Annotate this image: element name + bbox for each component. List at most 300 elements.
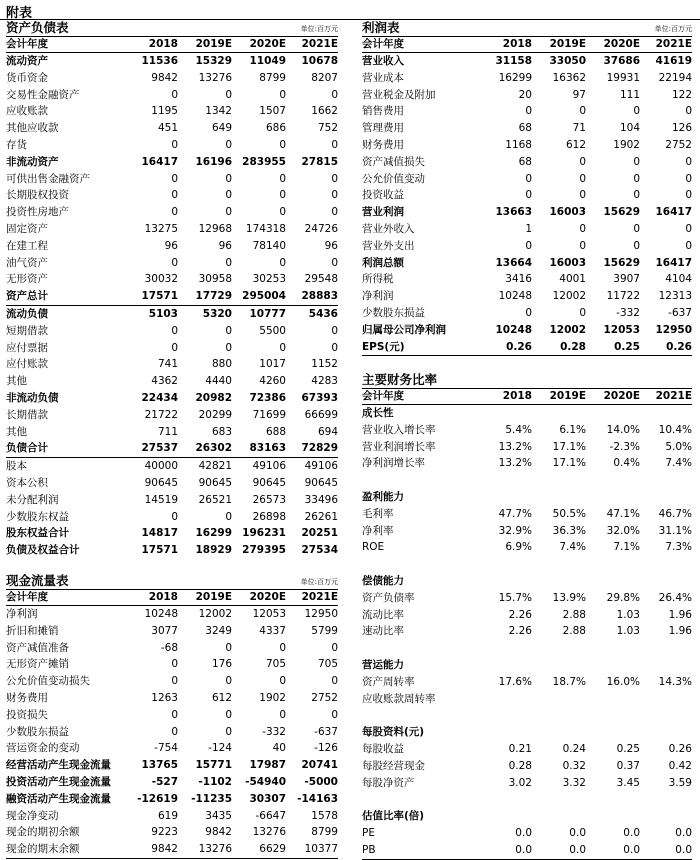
balance-sheet-cell: 28883 xyxy=(301,290,338,303)
balance-sheet-cell: 1662 xyxy=(311,105,338,118)
balance-sheet-cell: 0 xyxy=(225,138,232,151)
cash-flow-row-label: 投资损失 xyxy=(6,708,48,721)
income-statement-row xyxy=(362,238,692,255)
ratios-cell xyxy=(476,808,532,825)
ratios-cell: 0.32 xyxy=(562,759,586,772)
cash-flow-row xyxy=(6,808,338,825)
balance-sheet-row xyxy=(6,154,338,171)
cash-flow-cell: 17987 xyxy=(249,759,286,772)
income-statement-row-label: 营业成本 xyxy=(362,71,404,84)
cash-flow-cell: -6647 xyxy=(255,809,286,822)
ratios-row xyxy=(362,825,692,842)
income-statement-row-label: 少数股东损益 xyxy=(362,306,425,319)
cash-flow-cell: 0 xyxy=(279,675,286,688)
income-statement-cell: 0 xyxy=(633,105,640,118)
balance-sheet-header-year: 2019E xyxy=(195,38,232,50)
balance-sheet-cell: 30032 xyxy=(144,273,178,286)
ratios-row xyxy=(362,573,692,590)
balance-sheet-row xyxy=(6,525,338,542)
income-statement-row xyxy=(362,288,692,305)
ratios-cell: 7.4% xyxy=(665,457,692,470)
cash-flow-cell: 13765 xyxy=(141,759,178,772)
cash-flow-cell: 705 xyxy=(317,658,338,671)
balance-sheet-cell: 96 xyxy=(164,239,178,252)
balance-sheet-cell: 283955 xyxy=(242,155,286,168)
income-statement-cell: 37686 xyxy=(603,55,640,67)
cash-flow-cell: 3249 xyxy=(205,624,232,637)
balance-sheet-header-year: 2020E xyxy=(249,38,286,50)
ratios-cell: 1.03 xyxy=(616,625,640,638)
balance-sheet-header-year: 2018 xyxy=(148,38,178,50)
income-statement-cell: 15629 xyxy=(603,256,640,269)
balance-sheet-cell: 0 xyxy=(331,88,338,101)
ratios-cell xyxy=(640,489,692,506)
ratios-cell: 3.32 xyxy=(562,776,586,789)
balance-sheet-cell: 5500 xyxy=(259,324,286,337)
income-statement-cell: -637 xyxy=(668,306,692,319)
income-statement-row-label: 利润总额 xyxy=(362,256,404,269)
ratios-cell: 0.26 xyxy=(668,742,692,755)
income-statement-cell: 16003 xyxy=(549,256,586,269)
balance-sheet-cell: 0 xyxy=(331,172,338,185)
ratios-header-label: 会计年度 xyxy=(362,390,404,402)
income-statement-row xyxy=(362,70,692,87)
ratios-cell: 0.0 xyxy=(623,826,640,839)
cash-flow-cell: -14163 xyxy=(297,792,338,805)
ratios-cell: 18.7% xyxy=(552,675,586,688)
income-statement-row xyxy=(362,103,692,120)
balance-sheet-cell: 0 xyxy=(171,189,178,202)
balance-sheet-cell: 5320 xyxy=(202,307,232,320)
balance-sheet-row xyxy=(6,492,338,509)
cash-flow-cell: 0 xyxy=(279,641,286,654)
balance-sheet-cell: 17571 xyxy=(141,290,178,303)
income-statement-row-label: 营业利润 xyxy=(362,206,404,219)
ratios-cell: 50.5% xyxy=(552,507,586,520)
income-statement-row-label: 财务费用 xyxy=(362,138,404,151)
balance-sheet-row-label: 可供出售金融资产 xyxy=(6,172,90,185)
balance-sheet-row-label: 其他 xyxy=(6,425,27,438)
cash-flow-cell: 10377 xyxy=(304,843,338,856)
balance-sheet-row xyxy=(6,70,338,87)
ratios-cell xyxy=(586,405,640,422)
ratios-row xyxy=(362,590,692,607)
cash-flow-title: 现金流量表 xyxy=(6,573,69,588)
ratios-row-label: 营运能力 xyxy=(362,658,404,671)
balance-sheet-row xyxy=(6,340,338,357)
ratios-cell xyxy=(476,691,532,708)
ratios-cell xyxy=(586,657,640,674)
ratios-row xyxy=(362,405,692,422)
balance-sheet-row-label: 存货 xyxy=(6,138,27,151)
ratios-spacer xyxy=(362,640,692,657)
income-statement-cell: 16362 xyxy=(552,71,586,84)
balance-sheet-row-label: 无形资产 xyxy=(6,273,48,286)
ratios-cell: 6.9% xyxy=(505,541,532,554)
cash-flow-cell: -637 xyxy=(314,725,338,738)
balance-sheet-cell: 0 xyxy=(225,510,232,523)
cash-flow-table xyxy=(6,589,338,859)
cash-flow-row xyxy=(6,724,338,741)
income-statement-row-label: 净利润 xyxy=(362,290,394,303)
balance-sheet-row-label: 流动负债 xyxy=(6,307,48,320)
income-statement-cell: 68 xyxy=(518,155,532,168)
ratios-cell xyxy=(476,724,532,741)
balance-sheet-cell: 0 xyxy=(279,206,286,219)
cash-flow-row xyxy=(6,740,338,757)
cash-flow-cell: 12053 xyxy=(252,608,286,620)
income-statement-row-label: 管理费用 xyxy=(362,122,404,135)
ratios-cell: 0.0 xyxy=(623,843,640,856)
income-statement-cell: 0 xyxy=(685,155,692,168)
ratios-cell: 3.02 xyxy=(508,776,532,789)
balance-sheet-row xyxy=(6,373,338,390)
ratios-cell: 5.4% xyxy=(505,423,532,436)
income-statement-cell: 0 xyxy=(525,105,532,118)
balance-sheet-cell: 17729 xyxy=(195,290,232,303)
balance-sheet-row xyxy=(6,221,338,238)
income-statement-header-year: 2019E xyxy=(549,38,586,50)
income-statement-cell: -332 xyxy=(616,306,640,319)
cash-flow-row xyxy=(6,673,338,690)
ratios-row-label: 每股收益 xyxy=(362,742,404,755)
balance-sheet-cell: 0 xyxy=(225,189,232,202)
balance-sheet-cell: 26573 xyxy=(252,493,286,506)
balance-sheet-cell: 0 xyxy=(331,341,338,354)
balance-sheet-cell: 0 xyxy=(171,256,178,269)
ratios-cell: 0.0 xyxy=(569,826,586,839)
income-statement-cell: 0 xyxy=(633,239,640,252)
balance-sheet-cell: 67393 xyxy=(301,391,338,404)
balance-sheet-row-label: 少数股东权益 xyxy=(6,510,69,523)
ratios-cell xyxy=(586,724,640,741)
ratios-cell xyxy=(640,691,692,708)
ratios-cell: 17.1% xyxy=(552,440,586,453)
cash-flow-cell: 6629 xyxy=(259,843,286,856)
ratios-cell xyxy=(532,405,586,422)
cash-flow-cell: 0 xyxy=(331,641,338,654)
cash-flow-cell: 176 xyxy=(211,658,232,671)
balance-sheet-cell: 30958 xyxy=(198,273,232,286)
income-statement-cell: 0.26 xyxy=(666,340,692,353)
cash-flow-cell: -5000 xyxy=(304,775,338,788)
cash-flow-row-label: 现金净变动 xyxy=(6,809,59,822)
income-statement-cell: 68 xyxy=(518,122,532,135)
balance-sheet-cell: 0 xyxy=(171,324,178,337)
ratios-cell xyxy=(640,657,692,674)
balance-sheet-row-label: 油气资产 xyxy=(6,256,48,269)
income-statement-cell: 22194 xyxy=(658,71,692,84)
income-statement-cell: 15629 xyxy=(603,206,640,219)
balance-sheet-row-label: 交易性金融资产 xyxy=(6,88,80,101)
balance-sheet-cell: 26302 xyxy=(195,442,232,455)
cash-flow-cell: 0 xyxy=(331,708,338,721)
balance-sheet-cell: 96 xyxy=(324,239,338,252)
income-statement-cell: 4104 xyxy=(665,273,692,286)
cash-flow-panel xyxy=(6,573,338,859)
ratios-row-label: 每股净资产 xyxy=(362,776,415,789)
ratios-row-label: 成长性 xyxy=(362,407,394,419)
balance-sheet-cell: 0 xyxy=(171,172,178,185)
balance-sheet-row-label: 股东权益合计 xyxy=(6,527,69,540)
balance-sheet-row-label: 投资性房地产 xyxy=(6,206,69,219)
balance-sheet-cell: 4283 xyxy=(311,375,338,388)
ratios-row xyxy=(362,506,692,523)
balance-sheet-cell: 40000 xyxy=(144,460,178,473)
ratios-cell: 0.0 xyxy=(675,826,692,839)
cash-flow-cell: 0 xyxy=(225,675,232,688)
cash-flow-row xyxy=(6,757,338,774)
cash-flow-cell: 0 xyxy=(279,708,286,721)
balance-sheet-cell: 27534 xyxy=(301,544,338,557)
income-statement-panel xyxy=(362,20,692,356)
cash-flow-row xyxy=(6,640,338,657)
balance-sheet-cell: 174318 xyxy=(245,222,286,235)
cash-flow-cell: 1578 xyxy=(311,809,338,822)
balance-sheet-header-year: 2021E xyxy=(301,38,338,50)
balance-sheet-cell: 12968 xyxy=(198,222,232,235)
balance-sheet-row xyxy=(6,475,338,492)
balance-sheet-row xyxy=(6,137,338,154)
ratios-cell xyxy=(640,405,692,422)
income-statement-cell: 10248 xyxy=(498,290,532,303)
balance-sheet-cell: 0 xyxy=(171,88,178,101)
income-statement-row xyxy=(362,120,692,137)
balance-sheet-cell: 694 xyxy=(317,425,338,438)
ratios-cell xyxy=(532,573,586,590)
balance-sheet-cell: 17571 xyxy=(141,544,178,557)
balance-sheet-cell: 83163 xyxy=(249,442,286,455)
cash-flow-cell: 619 xyxy=(157,809,178,822)
income-statement-row-label: 所得税 xyxy=(362,273,394,286)
ratios-cell: 0.25 xyxy=(616,742,640,755)
ratios-row xyxy=(362,775,692,792)
ratios-cell: 14.3% xyxy=(658,675,692,688)
ratios-cell xyxy=(586,691,640,708)
income-statement-row-label: 归属母公司净利润 xyxy=(362,323,446,336)
income-statement-cell: 16003 xyxy=(549,206,586,219)
cash-flow-row xyxy=(6,841,338,859)
balance-sheet-row-label: 非流动资产 xyxy=(6,155,59,168)
balance-sheet-cell: 72829 xyxy=(301,442,338,455)
balance-sheet-cell: 30253 xyxy=(252,273,286,286)
balance-sheet-cell: 196231 xyxy=(242,527,286,540)
cash-flow-cell: 0 xyxy=(171,725,178,738)
ratios-row xyxy=(362,674,692,691)
balance-sheet-row xyxy=(6,171,338,188)
balance-sheet-row-label: 其他应收款 xyxy=(6,122,59,135)
ratios-cell: 0.37 xyxy=(616,759,640,772)
balance-sheet-cell: 22434 xyxy=(141,391,178,404)
ratios-cell xyxy=(586,573,640,590)
balance-sheet-cell: 49106 xyxy=(304,460,338,473)
balance-sheet-cell: 26898 xyxy=(252,510,286,523)
balance-sheet-cell: 16299 xyxy=(195,527,232,540)
cash-flow-cell: 9223 xyxy=(151,826,178,839)
page-title: 附表 xyxy=(6,6,33,21)
ratios-cell: 2.26 xyxy=(508,625,532,638)
ratios-cell: 0.42 xyxy=(668,759,692,772)
ratios-row-label: 流动比率 xyxy=(362,608,404,621)
ratios-cell: 0.4% xyxy=(613,457,640,470)
ratios-cell: 13.2% xyxy=(498,440,532,453)
balance-sheet-row-label: 固定资产 xyxy=(6,222,48,235)
balance-sheet-cell: 1507 xyxy=(259,105,286,118)
income-statement-cell: 71 xyxy=(572,122,586,135)
income-statement-row-label: 营业外支出 xyxy=(362,239,415,252)
income-statement-header-label: 会计年度 xyxy=(362,38,404,50)
income-statement-cell: 1 xyxy=(525,222,532,235)
ratios-row-label: 估值比率(倍) xyxy=(362,810,425,823)
ratios-cell xyxy=(532,657,586,674)
cash-flow-header-year: 2019E xyxy=(195,591,232,603)
income-statement-row xyxy=(362,221,692,238)
income-statement-cell: 12002 xyxy=(549,323,586,336)
income-statement-row-label: 营业收入 xyxy=(362,55,404,67)
balance-sheet-cell: 18929 xyxy=(195,544,232,557)
ratios-cell: 16.0% xyxy=(606,675,640,688)
ratios-row xyxy=(362,842,692,860)
ratios-header-year: 2020E xyxy=(603,390,640,402)
balance-sheet-row xyxy=(6,542,338,559)
cash-flow-row xyxy=(6,623,338,640)
income-statement-row-label: 资产减值损失 xyxy=(362,155,425,168)
income-statement-cell: 104 xyxy=(619,122,640,135)
balance-sheet-row-label: 负债及权益合计 xyxy=(6,544,80,557)
income-statement-cell: 0.28 xyxy=(560,340,586,353)
ratios-cell: 31.1% xyxy=(658,524,692,537)
income-statement-cell: 0 xyxy=(525,172,532,185)
ratios-spacer xyxy=(362,707,692,724)
balance-sheet-row xyxy=(6,440,338,457)
income-statement-cell: 13663 xyxy=(495,206,532,219)
balance-sheet-cell: 0 xyxy=(225,206,232,219)
balance-sheet-row-label: 在建工程 xyxy=(6,239,48,252)
ratios-row xyxy=(362,808,692,825)
balance-sheet-cell: 15329 xyxy=(195,55,232,67)
balance-sheet-cell: 0 xyxy=(171,341,178,354)
ratios-cell: 0.21 xyxy=(508,742,532,755)
balance-sheet-cell: 33496 xyxy=(304,493,338,506)
balance-sheet-cell: 0 xyxy=(331,189,338,202)
ratios-cell: 47.7% xyxy=(498,507,532,520)
ratios-cell: 36.3% xyxy=(552,524,586,537)
income-statement-cell: 0 xyxy=(685,239,692,252)
ratios-cell: 1.96 xyxy=(668,625,692,638)
ratios-spacer xyxy=(362,556,692,573)
income-statement-row xyxy=(362,171,692,188)
income-statement-row-label: 投资收益 xyxy=(362,189,404,202)
ratios-cell: 0.28 xyxy=(508,759,532,772)
income-statement-table xyxy=(362,36,692,356)
balance-sheet-cell: 752 xyxy=(317,122,338,135)
balance-sheet-cell: 0 xyxy=(331,206,338,219)
income-statement-cell: 0 xyxy=(685,189,692,202)
balance-sheet-cell: 0 xyxy=(279,172,286,185)
ratios-row-label: PB xyxy=(362,843,376,856)
balance-sheet-cell: 686 xyxy=(265,122,286,135)
balance-sheet-row-label: 长期借款 xyxy=(6,408,48,421)
balance-sheet-cell: 5103 xyxy=(148,307,178,320)
income-statement-cell: 122 xyxy=(671,88,692,101)
income-statement-cell: 0 xyxy=(633,189,640,202)
income-statement-header-year: 2020E xyxy=(603,38,640,50)
cash-flow-row-label: 财务费用 xyxy=(6,691,48,704)
balance-sheet-cell: 78140 xyxy=(252,239,286,252)
ratios-header-year: 2018 xyxy=(502,390,532,402)
ratios-cell: 17.1% xyxy=(552,457,586,470)
balance-sheet-row xyxy=(6,120,338,137)
balance-sheet-cell: 27537 xyxy=(141,442,178,455)
cash-flow-cell: 10248 xyxy=(144,608,178,620)
ratios-cell: 46.7% xyxy=(658,507,692,520)
balance-sheet-row xyxy=(6,390,338,407)
balance-sheet-cell: 20299 xyxy=(198,408,232,421)
income-statement-row xyxy=(362,339,692,357)
balance-sheet-row xyxy=(6,255,338,272)
income-statement-cell: 12950 xyxy=(655,323,692,336)
ratios-cell xyxy=(640,808,692,825)
balance-sheet-cell: 0 xyxy=(331,256,338,269)
ratios-row-label: 营业收入增长率 xyxy=(362,423,436,436)
cash-flow-row xyxy=(6,774,338,791)
balance-sheet-cell: 711 xyxy=(157,425,178,438)
balance-sheet-row-label: 其他 xyxy=(6,375,27,388)
income-statement-cell: 1168 xyxy=(505,138,532,151)
income-statement-cell: 41619 xyxy=(655,55,692,67)
cash-flow-row-label: 现金的期初余额 xyxy=(6,826,80,839)
ratios-row-label: PE xyxy=(362,826,375,839)
income-statement-cell: 0 xyxy=(579,155,586,168)
income-statement-row xyxy=(362,271,692,288)
cash-flow-cell: -126 xyxy=(314,742,338,755)
cash-flow-row xyxy=(6,791,338,808)
balance-sheet-cell: 90645 xyxy=(304,476,338,489)
balance-sheet-cell: 0 xyxy=(279,341,286,354)
cash-flow-row-label: 投资活动产生现金流量 xyxy=(6,775,111,788)
income-statement-cell: 0 xyxy=(633,172,640,185)
cash-flow-cell: 4337 xyxy=(259,624,286,637)
balance-sheet-header-label: 会计年度 xyxy=(6,38,48,50)
cash-flow-cell: -11235 xyxy=(191,792,232,805)
income-statement-cell: 11722 xyxy=(606,290,640,303)
income-statement-unit: 单位:百万元 xyxy=(654,25,692,33)
cash-flow-cell: 30307 xyxy=(249,792,286,805)
cash-flow-row xyxy=(6,606,338,623)
income-statement-cell: 3907 xyxy=(613,273,640,286)
income-statement-cell: 0 xyxy=(685,105,692,118)
cash-flow-cell: 0 xyxy=(171,658,178,671)
ratios-cell xyxy=(532,724,586,741)
cash-flow-header-year: 2018 xyxy=(148,591,178,603)
income-statement-cell: 19931 xyxy=(606,71,640,84)
balance-sheet-cell: 8799 xyxy=(259,71,286,84)
balance-sheet-cell: 20982 xyxy=(195,391,232,404)
cash-flow-cell: 9842 xyxy=(151,843,178,856)
ratios-row-label: 净利润增长率 xyxy=(362,457,425,470)
balance-sheet-row xyxy=(6,457,338,475)
ratios-cell: 0.0 xyxy=(515,826,532,839)
ratios-cell: 0.0 xyxy=(515,843,532,856)
balance-sheet-cell: 9842 xyxy=(151,71,178,84)
income-statement-cell: 0 xyxy=(579,172,586,185)
ratios-cell xyxy=(532,808,586,825)
ratios-row xyxy=(362,691,692,708)
balance-sheet-cell: 27815 xyxy=(301,155,338,168)
income-statement-cell: 13664 xyxy=(495,256,532,269)
cash-flow-cell: 8799 xyxy=(311,826,338,839)
balance-sheet-cell: 26261 xyxy=(304,510,338,523)
